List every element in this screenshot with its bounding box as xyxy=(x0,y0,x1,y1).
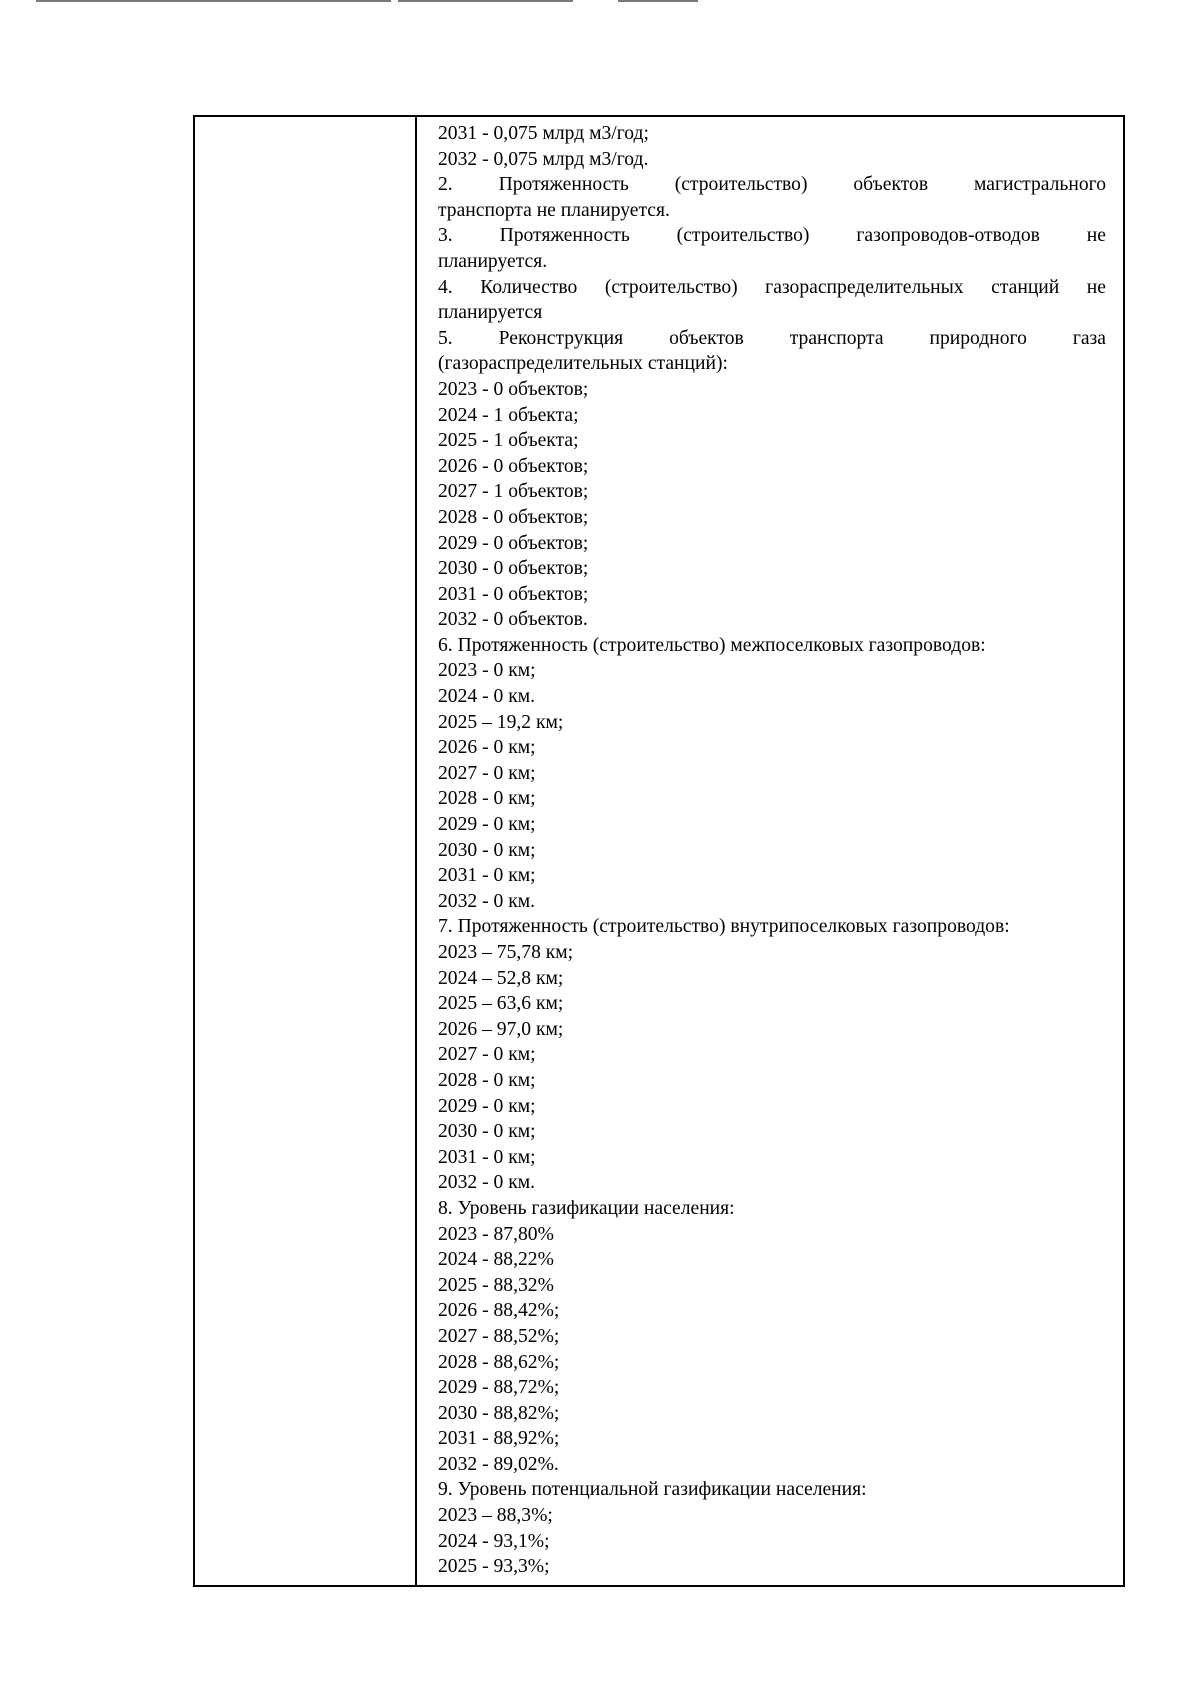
text-line: 2032 - 0,075 млрд м3/год. xyxy=(438,148,649,170)
text-line: 2032 - 0 км. xyxy=(438,890,536,912)
text-line: 2026 – 97,0 км; xyxy=(438,1018,564,1040)
text-line: 2027 - 1 объектов; xyxy=(438,481,589,503)
text-line: 2025 – 19,2 км; xyxy=(438,711,564,733)
text-line: транспорта не планируется. xyxy=(438,199,670,221)
text-line: планируется xyxy=(438,302,543,324)
text-line: 2023 - 87,80% xyxy=(438,1223,554,1245)
scan-edge-line xyxy=(36,0,391,2)
table-cell-content xyxy=(438,121,1106,1580)
text-line: 2024 - 93,1%; xyxy=(438,1530,550,1552)
text-line: 2024 - 1 объекта; xyxy=(438,404,579,426)
text-line: 2030 - 0 км; xyxy=(438,1121,536,1143)
text-line: 6. Протяженность (строительство) межпоселковых газопроводов: xyxy=(438,634,986,656)
text-line: 2029 - 0 км; xyxy=(438,1095,536,1117)
text-line: 2026 - 0 км; xyxy=(438,737,536,759)
text-line: 2031 - 0 км; xyxy=(438,865,536,887)
text-line: 2024 - 88,22% xyxy=(438,1249,554,1271)
text-line: 2027 - 0 км; xyxy=(438,1044,536,1066)
text-line: 9. Уровень потенциальной газификации населения: xyxy=(438,1479,867,1501)
text-line: 2023 – 75,78 км; xyxy=(438,942,574,963)
text-line: 2030 - 88,82%; xyxy=(438,1402,560,1424)
text-line: планируется. xyxy=(438,250,548,272)
text-line: 2023 - 0 объектов; xyxy=(438,378,589,400)
text-line: 2029 - 0 км; xyxy=(438,814,536,836)
text-line: 2025 - 88,32% xyxy=(438,1274,554,1296)
text-line: 2023 - 0 км; xyxy=(438,660,536,682)
table-column-divider xyxy=(415,117,417,1585)
text-line: 2032 - 89,02%. xyxy=(438,1453,559,1475)
text-line: 2031 - 88,92%; xyxy=(438,1428,560,1450)
text-line: 2031 - 0 км; xyxy=(438,1146,536,1168)
text-line: 2025 – 63,6 км; xyxy=(438,993,564,1015)
text-line: 2031 - 0,075 млрд м3/год; xyxy=(438,123,649,144)
document-table xyxy=(193,115,1125,1587)
text-line: 2024 – 52,8 км; xyxy=(438,967,564,989)
text-line: 8. Уровень газификации населения: xyxy=(438,1197,735,1219)
text-line: 7. Протяженность (строительство) внутрипоселковых газопроводов: xyxy=(438,916,1010,938)
text-line: 2028 - 0 км; xyxy=(438,788,536,810)
scan-edge-line xyxy=(618,0,698,2)
text-line: 2027 - 88,52%; xyxy=(438,1325,560,1347)
text-line: 2031 - 0 объектов; xyxy=(438,583,589,605)
text-line: 2025 - 1 объекта; xyxy=(438,430,579,452)
text-line: 2032 - 0 км. xyxy=(438,1172,536,1194)
text-line: 2030 - 0 км; xyxy=(438,839,536,861)
text-line: 2026 - 88,42%; xyxy=(438,1300,560,1322)
text-line: 2032 - 0 объектов. xyxy=(438,609,588,631)
text-line: 2025 - 93,3%; xyxy=(438,1556,550,1578)
text-line: 2029 - 88,72%; xyxy=(438,1377,560,1399)
text-line: 2024 - 0 км. xyxy=(438,686,536,708)
text-line: 2028 - 0 км; xyxy=(438,1069,536,1091)
text-line: (газораспределительных станций): xyxy=(438,353,728,375)
text-line: 2027 - 0 км; xyxy=(438,762,536,784)
scan-edge-line xyxy=(398,0,573,2)
text-line: 2. Протяженность (строительство) объектов магистрального xyxy=(438,174,1106,196)
text-line: 2029 - 0 объектов; xyxy=(438,532,589,554)
text-line: 2030 - 0 объектов; xyxy=(438,558,589,580)
text-line: 2026 - 0 объектов; xyxy=(438,455,589,477)
text-line: 2023 – 88,3%; xyxy=(438,1505,553,1527)
text-line: 4. Количество (строительство) газораспределительных станций не xyxy=(438,276,1106,298)
text-line: 3. Протяженность (строительство) газопроводов-отводов не xyxy=(438,225,1106,247)
text-line: 2028 - 88,62%; xyxy=(438,1351,560,1373)
text-line: 5. Реконструкция объектов транспорта природного газа xyxy=(438,327,1106,349)
text-line: 2028 - 0 объектов; xyxy=(438,506,589,528)
